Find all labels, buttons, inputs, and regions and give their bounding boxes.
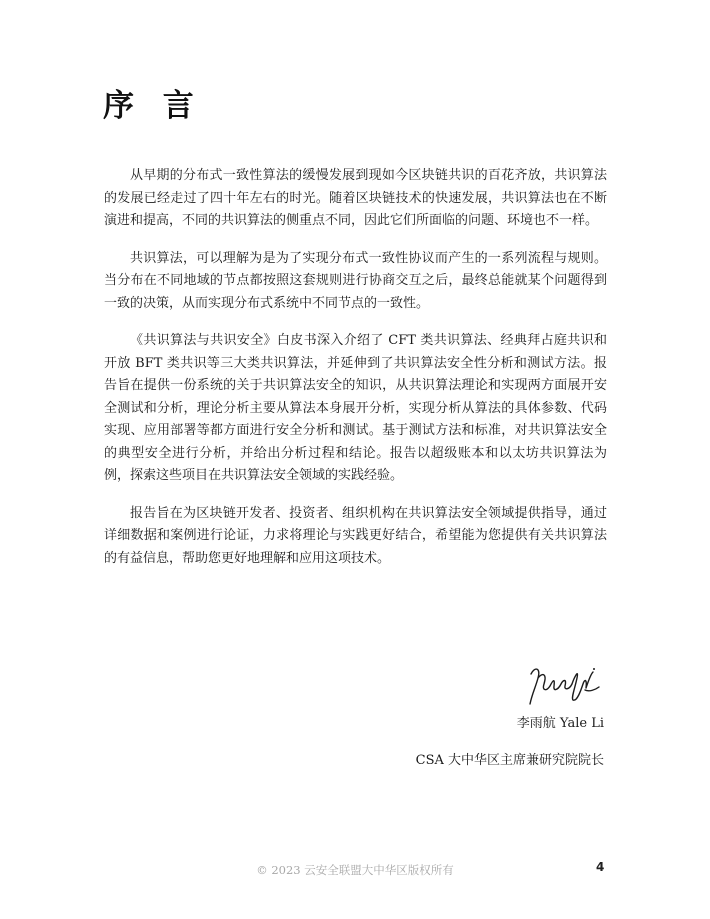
- author-position: CSA 大中华区主席兼研究院院长: [415, 753, 604, 768]
- paragraph-3: 《共识算法与共识安全》白皮书深入介绍了 CFT 类共识算法、经典拜占庭共识和开放 BFT 类共识等三大类共识算法，并延伸到了共识算法安全性分析和测试方法。报告旨在提供一份系统的关于共识算法安全的知识，从共识算法理论和实现两方面展开安全测试和分析，理论分析主要从算法本身展开分析，实现分析从算法的具体参数、代码实现、应用部署等都方面进行安全分析和测试。基于测试方法和标准，对共识算法安全的典型安全进行分析，并给出分析过程和结论。报告以超级账本和以太坊共识算法为例，探索这些项目在共识算法安全领域的实践经验。: [104, 333, 607, 483]
- handwritten-signature: [525, 660, 603, 708]
- paragraph-1: 从早期的分布式一致性算法的缓慢发展到现如今区块链共识的百花齐放，共识算法的发展已经走过了四十年左右的时光。随着区块链技术的快速发展，共识算法也在不断演进和提高，不同的共识算法的侧重点不同，因此它们所面临的问题、环境也不一样。: [104, 168, 607, 228]
- paragraph-2: 共识算法，可以理解为是为了实现分布式一致性协议而产生的一系列流程与规则。当分布在不同地域的节点都按照这套规则进行协商交互之后，最终总能就某个问题得到一致的决策，从而实现分布式系统中不同节点的一致性。: [104, 250, 607, 311]
- page-number: 4: [596, 860, 605, 874]
- author-name: 李雨航 Yale Li: [516, 716, 604, 731]
- page-title: 序 言: [103, 88, 203, 124]
- paragraph-4: 报告旨在为区块链开发者、投资者、组织机构在共识算法安全领域提供指导，通过详细数据和案例进行论证，力求将理论与实践更好结合，希望能为您提供有关共识算法的有益信息，帮助您更好地理解和应用这项技术。: [104, 505, 607, 566]
- footer-copyright: © 2023 云安全联盟大中华区版权所有: [256, 863, 454, 877]
- preface-body: [104, 165, 607, 585]
